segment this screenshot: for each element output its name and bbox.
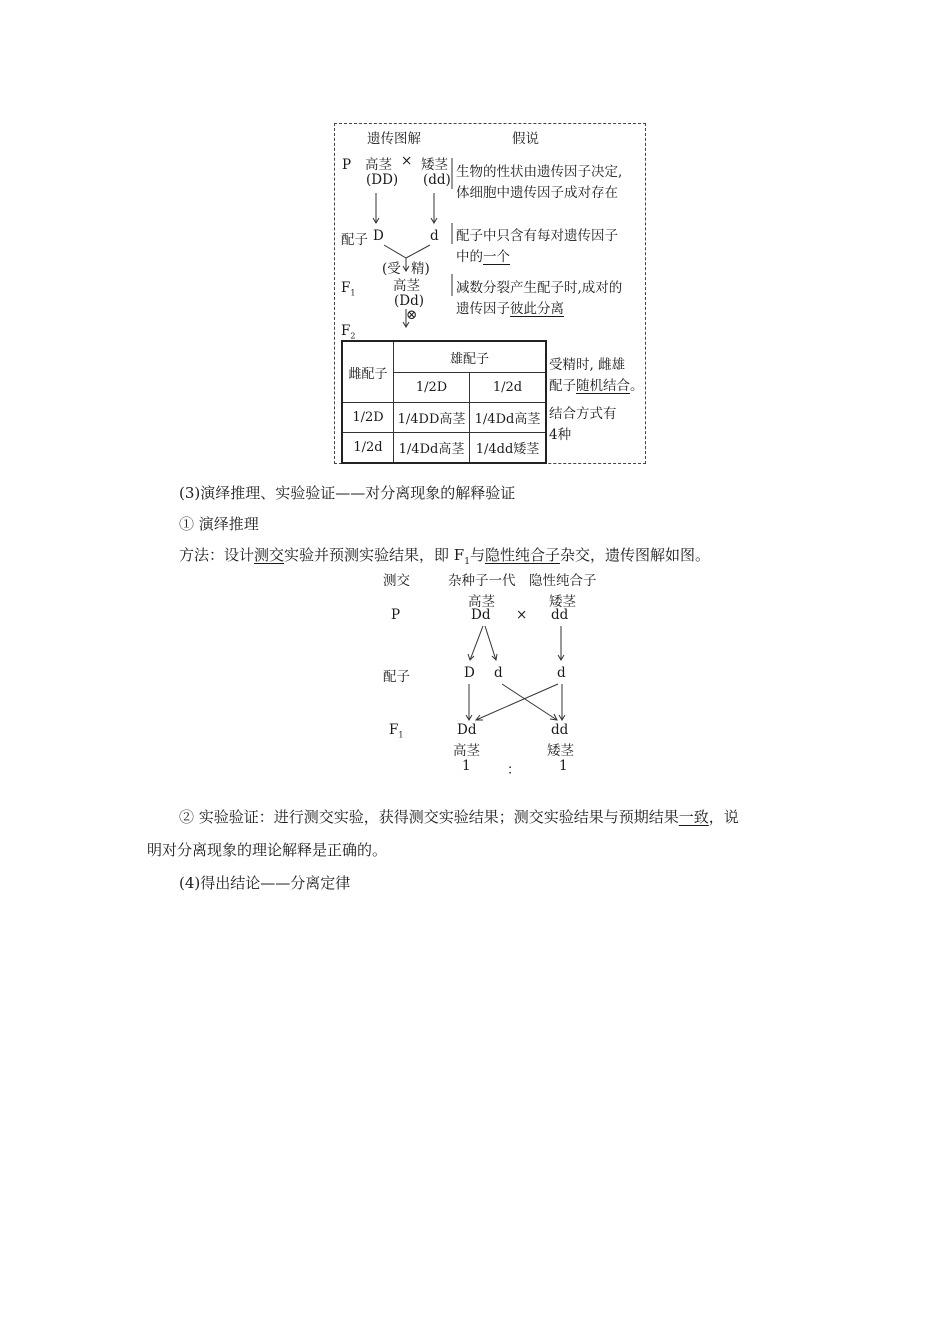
parent-tall-genotype: (DD) [366, 172, 399, 188]
selfing-symbol: ⊗ [406, 307, 418, 323]
table-row-header: 1/2d [342, 433, 394, 464]
gamete-D: D [373, 228, 384, 244]
f2-label: $F_2$ [341, 323, 356, 341]
gamete-d: d [430, 228, 439, 244]
parent-dwarf: 矮茎 [421, 157, 448, 173]
gamete-d-2: d [494, 665, 503, 681]
ratio-left: 1 [462, 758, 471, 774]
gamete-label-2: 配子 [383, 669, 410, 685]
f1-genotype: (Dd) [394, 293, 424, 309]
table-cell: 1/4Dd高茎 [470, 403, 547, 433]
p-genotype-left: Dd [471, 607, 491, 623]
offspring-tall: 高茎 [453, 743, 480, 759]
cross-symbol-2: × [516, 607, 528, 623]
cross-symbol: × [401, 153, 413, 169]
hypothesis-1-line1: 生物的性状由遗传因子决定, [456, 164, 623, 180]
parent-dwarf-label: 矮茎 [549, 594, 576, 610]
heading-4: (4)得出结论——分离定律 [179, 874, 351, 892]
table-row-header: 1/2D [342, 403, 394, 433]
hypothesis-2-line2: 中的一个 [456, 249, 510, 265]
parent-tall: 高茎 [365, 157, 392, 173]
f1-phenotype: 高茎 [393, 278, 420, 294]
note-ways-line1: 结合方式有 [549, 406, 617, 422]
testcross-label: 测交 [383, 573, 410, 589]
hypothesis-3-line1: 减数分裂产生配子时,成对的 [456, 280, 623, 296]
hybrid-label: 杂种子一代 [448, 573, 516, 589]
hypothesis-3-line2: 遗传因子彼此分离 [456, 301, 564, 317]
ratio-right: 1 [559, 758, 568, 774]
table-cell: 1/4DD高茎 [394, 403, 470, 433]
ratio-separator: ： [507, 762, 521, 778]
hypothesis-2-line1: 配子中只含有每对遗传因子 [456, 228, 618, 244]
diagram-header-right: 假说 [512, 131, 539, 147]
p-genotype-right: dd [551, 607, 569, 623]
method-paragraph: 方法：设计测交实验并预测实验结果，即 $F_1$与隐性纯合子杂交，遗传图解如图。 [179, 546, 710, 567]
table-header-male: 雄配子 [394, 341, 547, 373]
note-random-line2: 配子随机结合。 [549, 378, 644, 394]
heading-3: (3)演绎推理、实验验证——对分离现象的解释验证 [179, 484, 516, 502]
experiment-paragraph-line1: ② 实验验证：进行测交实验，获得测交实验结果；测交实验结果与预期结果一致，说 [179, 808, 739, 826]
figure2-arrows [440, 620, 590, 730]
offspring-dd: dd [551, 722, 569, 738]
diagram-header-left: 遗传图解 [367, 131, 421, 147]
table-col-header: 1/2d [470, 373, 547, 403]
gamete-d-3: d [557, 665, 566, 681]
note-random-line1: 受精时, 雌雄 [549, 357, 626, 373]
gamete-D-2: D [464, 665, 475, 681]
fertilization-label-left: (受 [382, 261, 401, 277]
subheading-deduction: ① 演绎推理 [179, 515, 259, 533]
p-label: P [342, 157, 352, 173]
parent-dwarf-genotype: (dd) [423, 172, 451, 188]
f1-label-2: $F_1$ [389, 722, 404, 740]
punnett-square [341, 340, 547, 464]
p-label-2: P [391, 607, 401, 623]
fertilization-label-right: 精) [411, 261, 430, 277]
recessive-label: 隐性纯合子 [529, 573, 597, 589]
parent-tall-label: 高茎 [468, 594, 495, 610]
gamete-label: 配子 [341, 232, 368, 248]
table-corner-female: 雌配子 [342, 341, 394, 403]
offspring-Dd: Dd [457, 722, 477, 738]
note-ways-line2: 4种 [549, 427, 572, 443]
hypothesis-1-line2: 体细胞中遗传因子成对存在 [456, 185, 618, 201]
experiment-paragraph-line2: 明对分离现象的理论解释是正确的。 [147, 841, 388, 859]
table-cell: 1/4Dd高茎 [394, 433, 470, 464]
offspring-dwarf: 矮茎 [547, 743, 574, 759]
f1-label: $F_1$ [341, 280, 356, 298]
table-col-header: 1/2D [394, 373, 470, 403]
table-cell: 1/4dd矮茎 [470, 433, 547, 464]
